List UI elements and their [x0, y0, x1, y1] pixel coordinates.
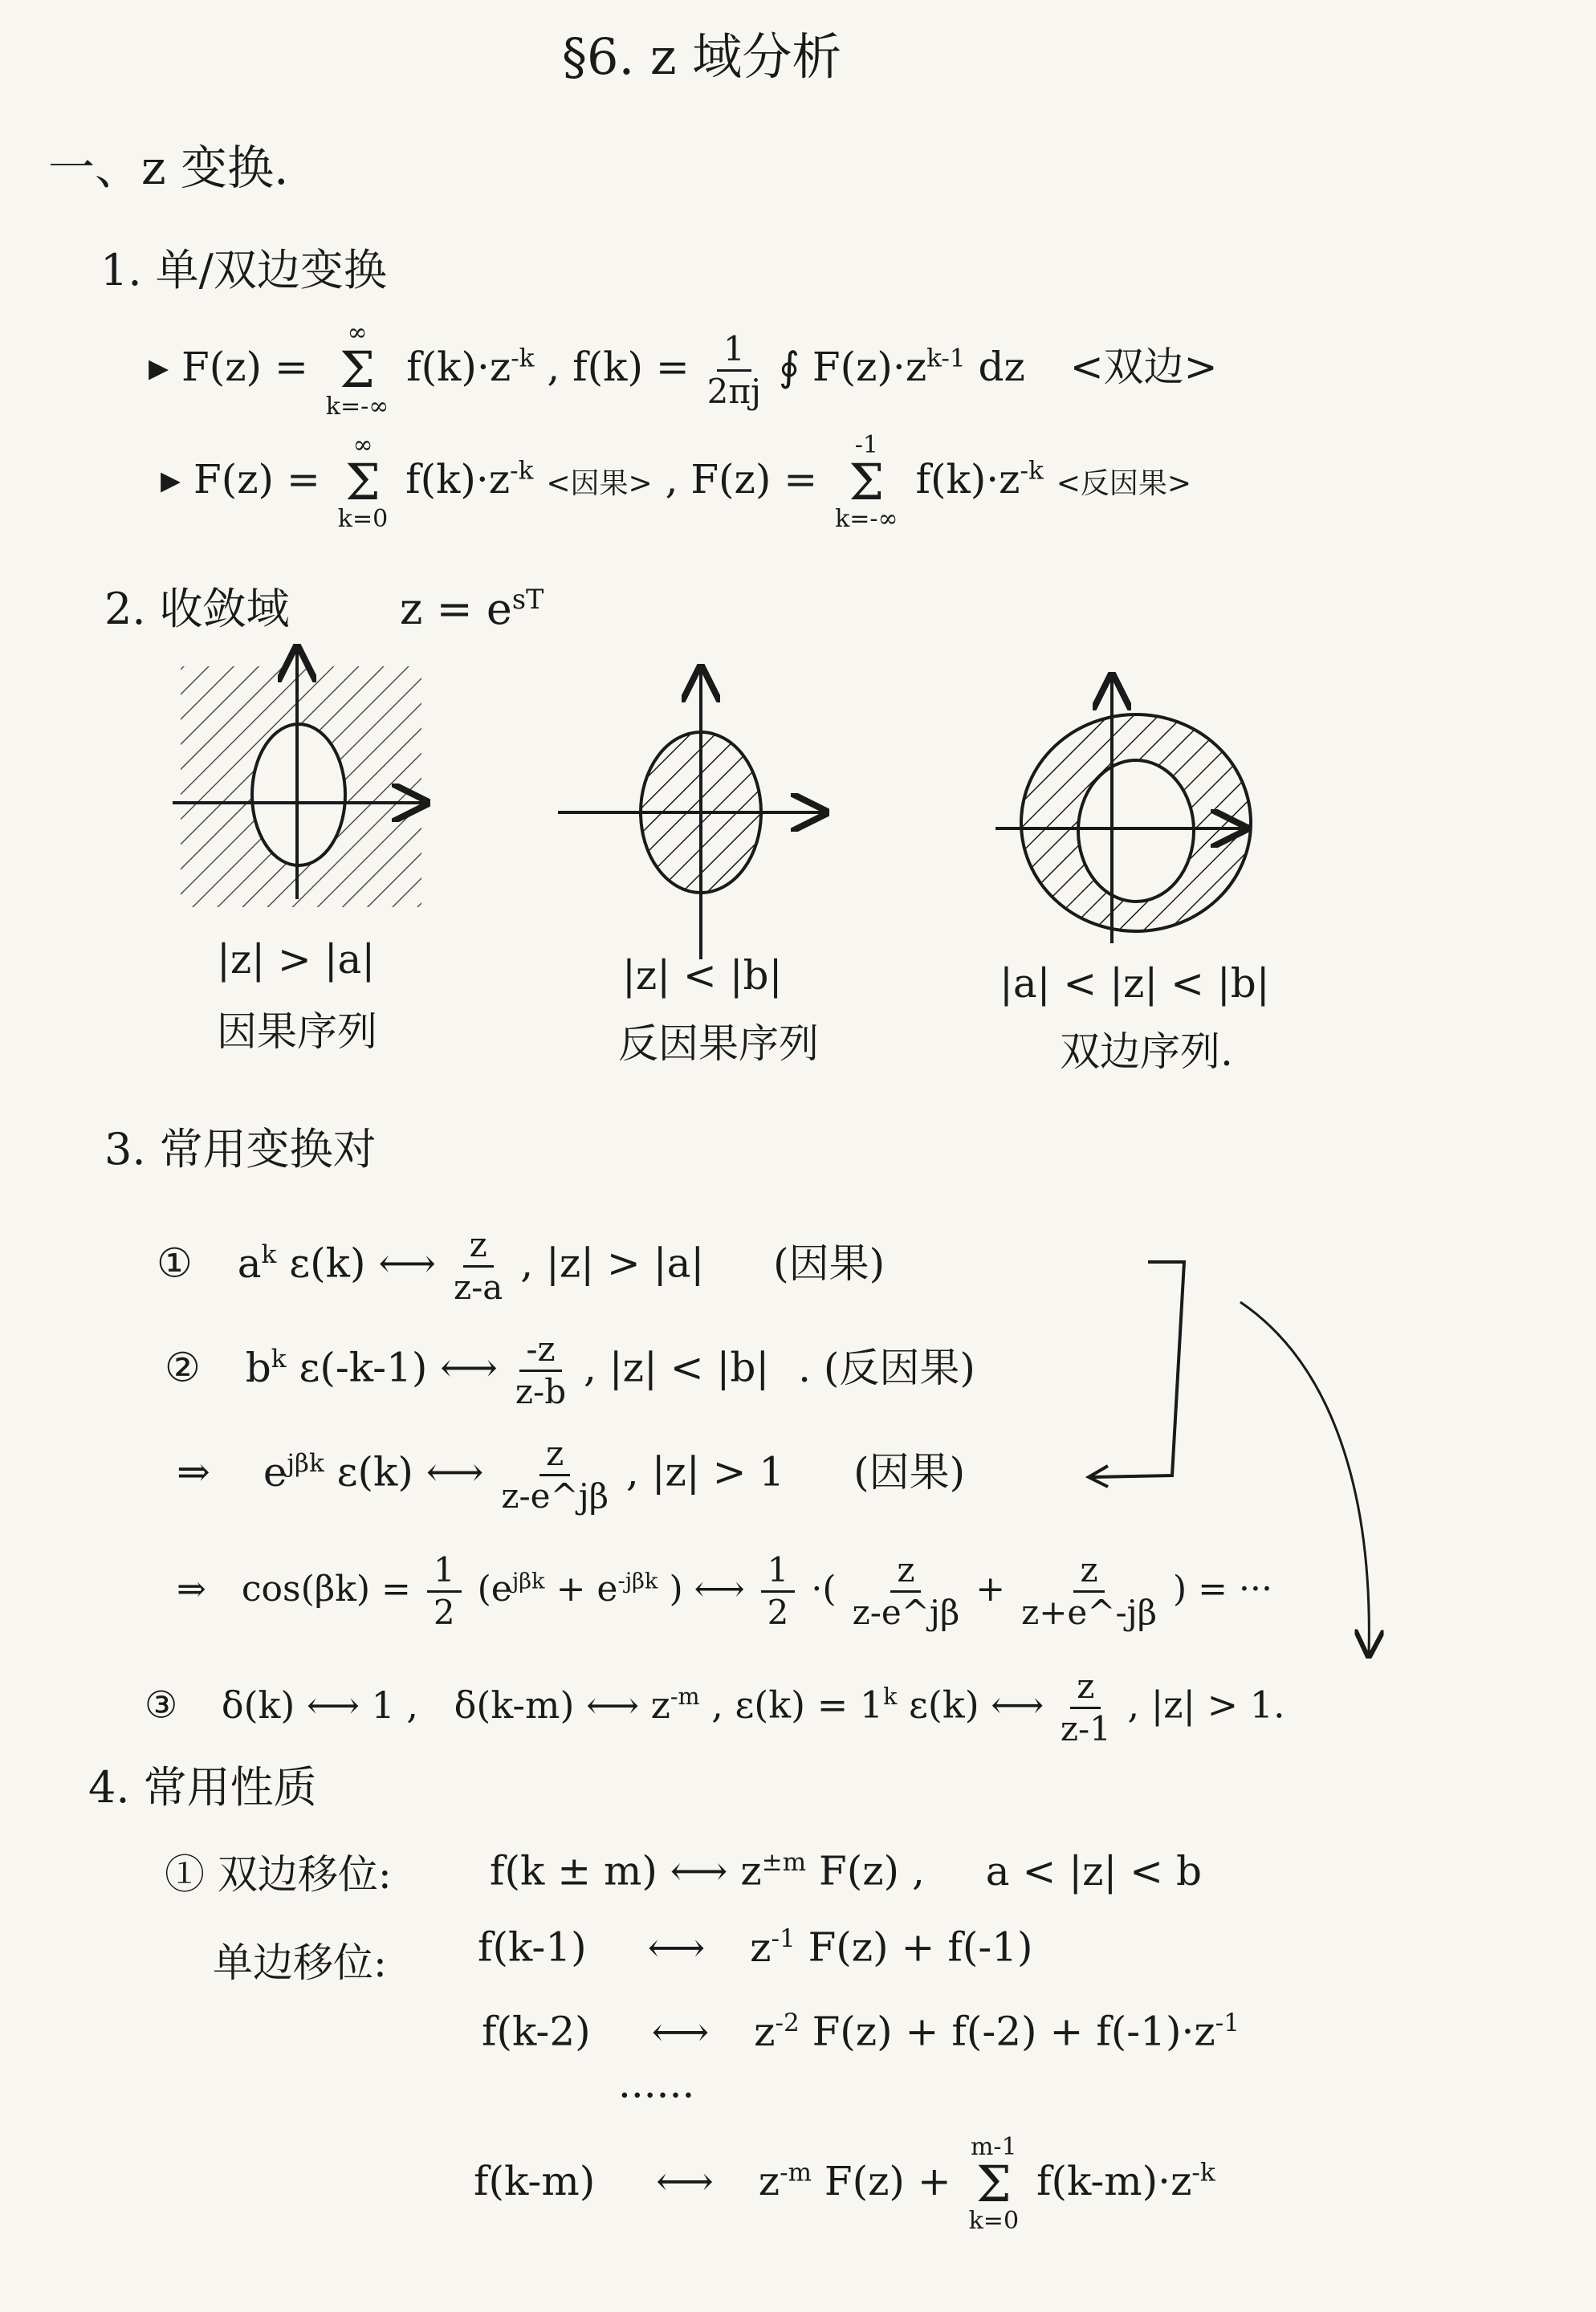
- note-bilateral: <双边>: [1069, 344, 1218, 390]
- formula-term-2: f(k)·z: [915, 456, 1020, 503]
- unilateral-transform-line: ▸ F(z) = ∞ Σ k=0 $f(k)\cdot z^{-k}$ <因果> , F(z) = -1 Σ k=-∞ $f(k)\cdot z^{-k}$ <反因果>: [161, 431, 1192, 533]
- transform-pair-delta: ③ δ(k) ⟷ 1 , δ(k-m) ⟷ $z^{-m}$ , $\varepsilon(k) = 1^k$ ε(k) ⟷ $\frac{z}{z-1}$ , |z| > 1.: [145, 1667, 1285, 1748]
- ellipsis: ······: [618, 2072, 695, 2119]
- roc-caption-two-sided-label: 双边序列.: [1060, 1028, 1233, 1075]
- shift-row-2: f(k-2) ⟷ $z^{-2}$ $F(z) + f(-2) + f(-1)\cdot z^{-1}$: [482, 2008, 1240, 2055]
- transform-pair-3: ⇒ $e^{j\beta k}$ ε(k) ⟷ $\frac{z}{z-e\^{}j\beta}$ , |z| > 1 (因果): [177, 1434, 966, 1516]
- roc-diagram-causal: [173, 650, 424, 907]
- page-title: §6. z 域分析: [562, 27, 842, 86]
- property-bilateral-shift: f(k ± m) ⟷ $z^{\pm m}$ F(z) , a < |z| < b: [490, 1847, 1202, 1895]
- note-causal: <因果>: [546, 467, 653, 500]
- subheading-unilateral-bilateral: 1. 单/双边变换: [100, 245, 387, 295]
- z-est-formula: z = e: [399, 584, 512, 634]
- summation-2: -1 Σ k=-∞: [835, 431, 898, 533]
- subheading-roc: 2. 收敛域 $z = e^{sT}$: [104, 584, 544, 634]
- transform-pair-1: ① $a^k$ ε(k) ⟷ $\frac{z}{z-a}$ , |z| > |a| (因果): [157, 1225, 886, 1307]
- roc-diagram-two-sided: [995, 678, 1251, 943]
- fraction: $\frac{1}{2\pi j}$: [706, 328, 762, 411]
- sum-lower: k=-∞: [325, 393, 389, 421]
- bullet-icon: ▸: [161, 456, 181, 503]
- inverse-tail: dz: [978, 344, 1025, 390]
- inverse-term: ∮ F(z)·z: [778, 344, 927, 390]
- roc-caption-causal-condition: |z| > |a|: [217, 936, 376, 983]
- property-unilateral-shift-label: 单边移位:: [213, 1940, 387, 1986]
- bullet-icon: ▸: [149, 344, 169, 390]
- note-anticausal: <反因果>: [1056, 467, 1192, 500]
- formula-term: f(k)·z: [406, 344, 511, 390]
- formula-lhs-2: , F(z) =: [665, 456, 818, 503]
- subheading-properties: 4. 常用性质: [88, 1762, 317, 1813]
- section-heading-z-transform: 一、z 变换.: [48, 140, 289, 195]
- formula-lhs: F(z) =: [193, 456, 320, 503]
- transform-pair-2: ② $b^k$ ε(-k-1) ⟷ $\frac{-z}{z-b}$ , |z| < |b| . (反因果): [165, 1329, 975, 1411]
- property-bilateral-shift-label: ① 双边移位:: [165, 1851, 392, 1898]
- summation: ∞ Σ k=0: [337, 431, 389, 533]
- transform-pair-cos: ⇒ cos(βk) = $\frac{1}{2}$ ($e^{j\beta k} + e^{-j\beta k}$ ) ⟷ $\frac{1}{2}$ ·( $\frac{z}{z-e\^{}j\beta}$ + $\frac{z}{z+e\^{}-j\beta}$ ) = ···: [177, 1550, 1272, 1632]
- roc-caption-two-sided-condition: |a| < |z| < |b|: [1000, 960, 1270, 1007]
- roc-caption-causal-label: 因果序列: [217, 1008, 377, 1055]
- sum-upper: ∞: [347, 319, 368, 347]
- exponent: -k: [511, 344, 535, 373]
- formula-term: f(k)·z: [405, 456, 511, 503]
- subheading-transform-pairs: 3. 常用变换对: [104, 1124, 377, 1174]
- roc-caption-anticausal-condition: |z| < |b|: [622, 952, 783, 999]
- inverse-lhs: , f(k) =: [547, 344, 690, 390]
- sigma-symbol: Σ: [340, 340, 375, 399]
- formula-lhs: F(z) =: [181, 344, 308, 390]
- exponent: k-1: [926, 344, 966, 373]
- shift-row-1: f(k-1) ⟷ $z^{-1}$ F(z) + f(-1): [478, 1923, 1033, 1971]
- roc-caption-anticausal-label: 反因果序列: [618, 1020, 819, 1067]
- shift-row-m: f(k-m) ⟷ $z^{-m}$ F(z) + m-1 Σ k=0 $f(k-m)\cdot z^{-k}$: [474, 2133, 1215, 2235]
- roc-diagram-anticausal: [558, 670, 823, 959]
